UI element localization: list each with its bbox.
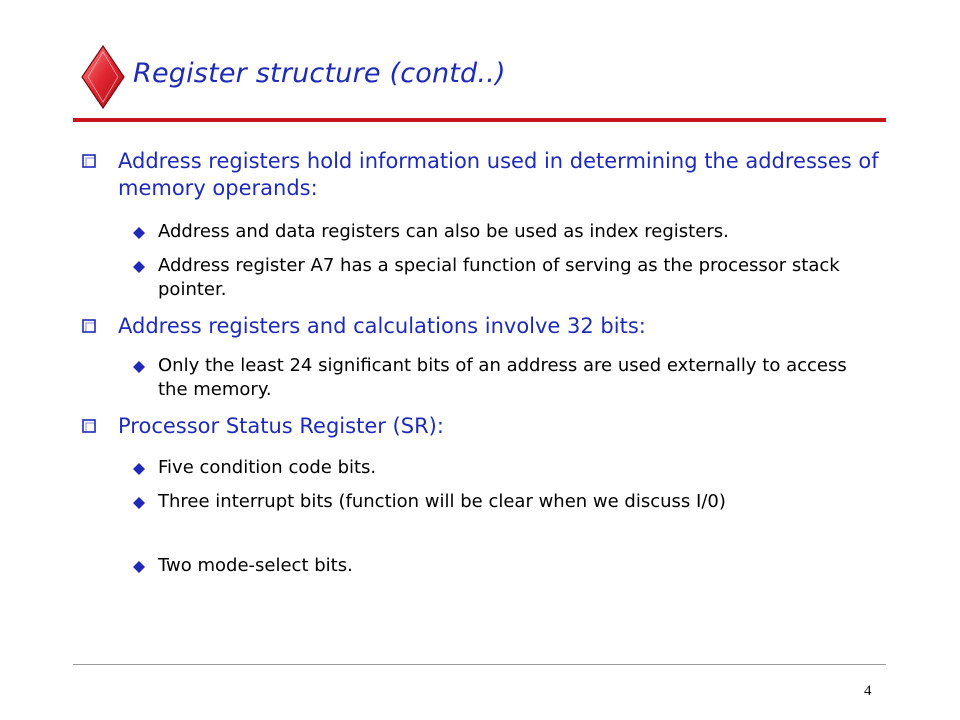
diamond-bullet-icon [133,463,145,475]
diamond-bullet-icon [133,561,145,573]
bullet-item [82,313,882,340]
sub-bullet-text: Address register A7 has a special function of serving as the processor stack pointer. [158,255,840,300]
diamond-bullet-icon [133,227,145,239]
bullet-text: Address registers and calculations involve 32 bits: [118,314,646,338]
sub-bullet-item [133,354,873,402]
sub-bullet-item [133,554,873,578]
sub-bullet-item [133,220,873,244]
sub-bullet-item [133,456,873,480]
sub-bullet-text: Two mode-select bits. [158,555,353,576]
diamond-bullet-icon [133,497,145,509]
slide-title: Register structure (contd..) [133,58,506,89]
bullet-text: Address registers hold information used in determining the addresses of memory operands: [118,149,879,200]
sub-bullet-item [133,254,873,302]
sub-bullet-text: Address and data registers can also be used as index registers. [158,221,729,242]
square-bullet-icon [82,319,96,333]
bullet-item [82,413,882,440]
bullet-item [82,148,882,202]
diamond-bullet-icon [133,261,145,273]
bullet-text: Processor Status Register (SR): [118,414,444,438]
square-bullet-icon [82,419,96,433]
diamond-bullet-icon [133,361,145,373]
sub-bullet-text: Five condition code bits. [158,457,377,478]
square-bullet-icon [82,154,96,168]
footer-divider [73,664,886,665]
page-number: 4 [864,683,872,699]
sub-bullet-text: Only the least 24 significant bits of an address are used externally to access the memory. [158,355,847,400]
sub-bullet-text: Three interrupt bits (function will be clear when we discuss I/0) [158,491,726,512]
sub-bullet-item [133,490,873,514]
